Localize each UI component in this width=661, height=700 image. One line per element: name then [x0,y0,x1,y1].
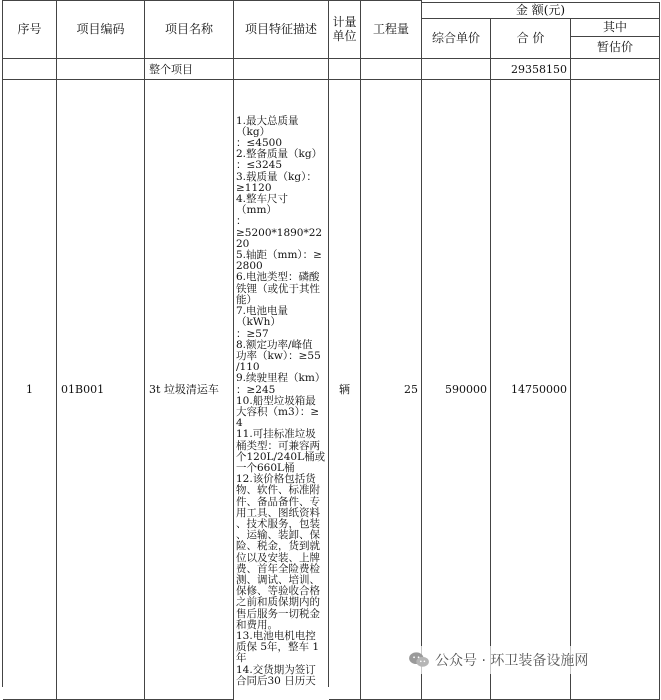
header-unit: 计量 单位 [329,0,361,59]
item-total: 14750000 [491,80,571,700]
header-feature: 项目特征描述 [234,0,329,59]
summary-name: 整个项目 [145,59,234,80]
summary-seq [3,59,57,80]
summary-unit-price [422,59,491,80]
summary-total: 29358150 [491,59,571,80]
item-feature-text: 1.最大总质量（kg） ：≤4500 2.整备质量（kg） ：≤3245 3.载质量（kg）： ≥1120 4.整车尺寸（mm） ：≥5200*1890*22 20 5.轴距（mm）：≥ 2800 6.电池类型：磷酸 铁锂（或优于其性 能） 7.电池电量（kWh） ：≥57 8.额定功率/峰值 功率（kw）：≥55 /110 9.续驶里程（km） ：≥245 10.船型垃圾箱最 大容积（m3）：≥ 4 11.可挂标准垃圾 桶类型：可兼容两 个120L/240L桶或 一个660L桶 12.该价格包括货 物、软件、标准附 件、备品备件、专 用工具、图纸资料 、技术服务，包装 、运输、装卸、保 险、税金，货到就 位以及安装、上牌 费、首年全险费检 测、调试、培训、 保修、等验收合格 之前和质保期内的 售后服务一切税金 和费用。 13.电池电机电控 质保 5年，整车 1 年 14.交货期为签订 合同后30 日历天 [236,114,326,687]
header-name: 项目名称 [145,0,234,59]
summary-quantity [361,59,422,80]
wechat-icon [408,651,430,669]
watermark [404,646,592,674]
header-total-price: 合 价 [491,19,571,59]
header-seq: 序号 [3,0,57,59]
item-unit-price: 590000 [422,80,491,700]
item-seq: 1 [3,80,57,700]
item-code: 01B001 [57,80,145,700]
watermark-text: 公众号 · 环卫装备设施网 [435,653,589,669]
item-quantity: 25 [361,80,422,700]
summary-feature [234,59,329,80]
item-provisional [571,80,660,700]
header-code: 项目编码 [57,0,145,59]
summary-code [57,59,145,80]
header-amount: 金 额(元) [422,3,660,19]
header-unit-price: 综合单价 [422,19,491,59]
summary-provisional [571,59,660,80]
header-of-which: 其中 [571,19,660,37]
header-provisional-price: 暂估价 [571,37,660,59]
item-unit: 辆 [329,80,361,700]
item-name: 3t 垃圾清运车 [145,80,234,700]
header-quantity: 工程量 [361,0,422,59]
summary-unit [329,59,361,80]
item-feature-description [234,80,329,687]
